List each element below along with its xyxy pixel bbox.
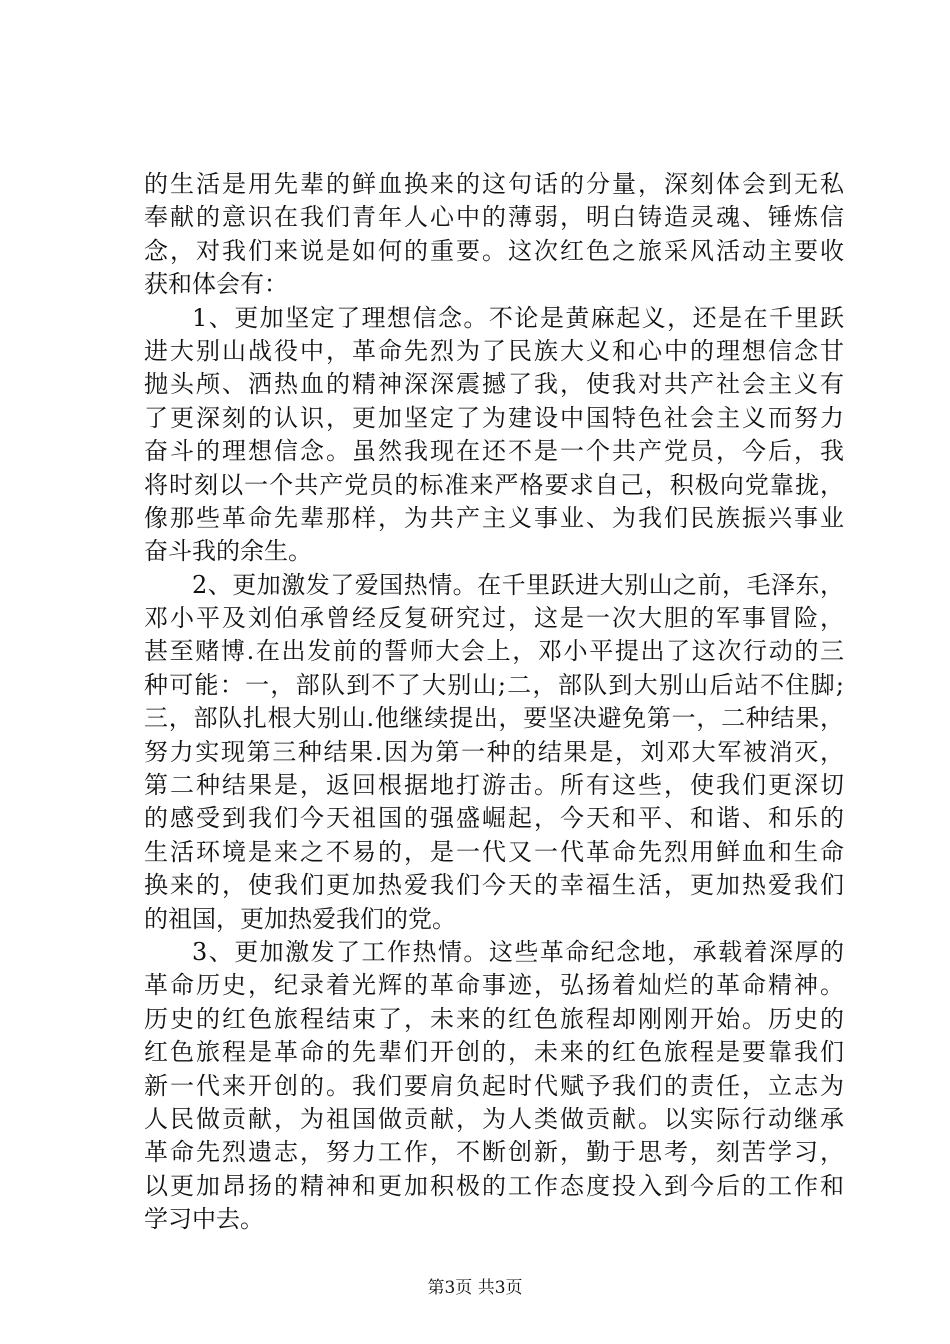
text-line: 1、更加坚定了理想信念。不论是黄麻起义，还是在千里跃 [192, 303, 844, 332]
text-line: 的生活是用先辈的鲜血换来的这句话的分量，深刻体会到无私 [144, 170, 844, 198]
text-line: 2、更加激发了爱国热情。在千里跃进大别山之前，毛泽东， [192, 570, 844, 599]
text-line: 红色旅程是革命的先辈们开创的，未来的红色旅程是要靠我们 [144, 1038, 844, 1067]
text-line: 革命先烈遗志，努力工作，不断创新，勤于思考，刻苦学习， [144, 1138, 844, 1167]
text-line: 抛头颅、洒热血的精神深深震撼了我，使我对共产社会主义有 [144, 370, 844, 399]
text-line: 奉献的意识在我们青年人心中的薄弱，明白铸造灵魂、锤炼信 [144, 203, 844, 232]
text-line: 三，部队扎根大别山.他继续提出，要坚决避免第一，二种结果， [144, 704, 844, 733]
text-line: 的感受到我们今天祖国的强盛崛起，今天和平、和谐、和乐的 [144, 804, 844, 833]
document-body [144, 168, 844, 1237]
text-line: 生活环境是来之不易的，是一代又一代革命先烈用鲜血和生命 [144, 837, 844, 866]
text-line: 努力实现第三种结果.因为第一种的结果是，刘邓大军被消灭， [144, 737, 844, 766]
text-line: 甚至赌博.在出发前的誓师大会上，邓小平提出了这次行动的三 [144, 637, 844, 666]
text-line: 的祖国，更加热爱我们的党。 [144, 904, 456, 933]
text-line: 念，对我们来说是如何的重要。这次红色之旅采风活动主要收 [144, 236, 844, 265]
text-line: 以更加昂扬的精神和更加积极的工作态度投入到今后的工作和 [144, 1171, 844, 1200]
page-footer: 第3页 共3页 [427, 1278, 523, 1298]
text-line: 换来的，使我们更加热爱我们今天的幸福生活，更加热爱我们 [144, 871, 844, 900]
text-line: 人民做贡献，为祖国做贡献，为人类做贡献。以实际行动继承 [144, 1104, 844, 1133]
text-line: 进大别山战役中，革命先烈为了民族大义和心中的理想信念甘 [144, 336, 844, 365]
text-line: 历史的红色旅程结束了，未来的红色旅程却刚刚开始。历史的 [144, 1004, 844, 1033]
text-line: 学习中去。 [144, 1205, 264, 1234]
text-line: 邓小平及刘伯承曾经反复研究过，这是一次大胆的军事冒险， [144, 604, 844, 633]
text-line: 获和体会有： [144, 270, 288, 299]
text-line: 将时刻以一个共产党员的标准来严格要求自己，积极向党靠拢， [144, 470, 844, 499]
text-line: 了更深刻的认识，更加坚定了为建设中国特色社会主义而努力 [144, 403, 844, 432]
text-line: 3、更加激发了工作热情。这些革命纪念地，承载着深厚的 [192, 937, 844, 966]
text-line: 奋斗我的余生。 [144, 537, 312, 566]
text-line: 新一代来开创的。我们要肩负起时代赋予我们的责任，立志为 [144, 1071, 844, 1100]
text-line: 像那些革命先辈那样，为共产主义事业、为我们民族振兴事业 [144, 503, 844, 532]
text-line: 种可能：一，部队到不了大别山;二，部队到大别山后站不住脚; [144, 670, 844, 699]
text-line: 第二种结果是，返回根据地打游击。所有这些，使我们更深切 [144, 771, 844, 800]
text-line: 奋斗的理想信念。虽然我现在还不是一个共产党员，今后，我 [144, 437, 844, 466]
text-line: 革命历史，纪录着光辉的革命事迹，弘扬着灿烂的革命精神。 [144, 971, 844, 1000]
